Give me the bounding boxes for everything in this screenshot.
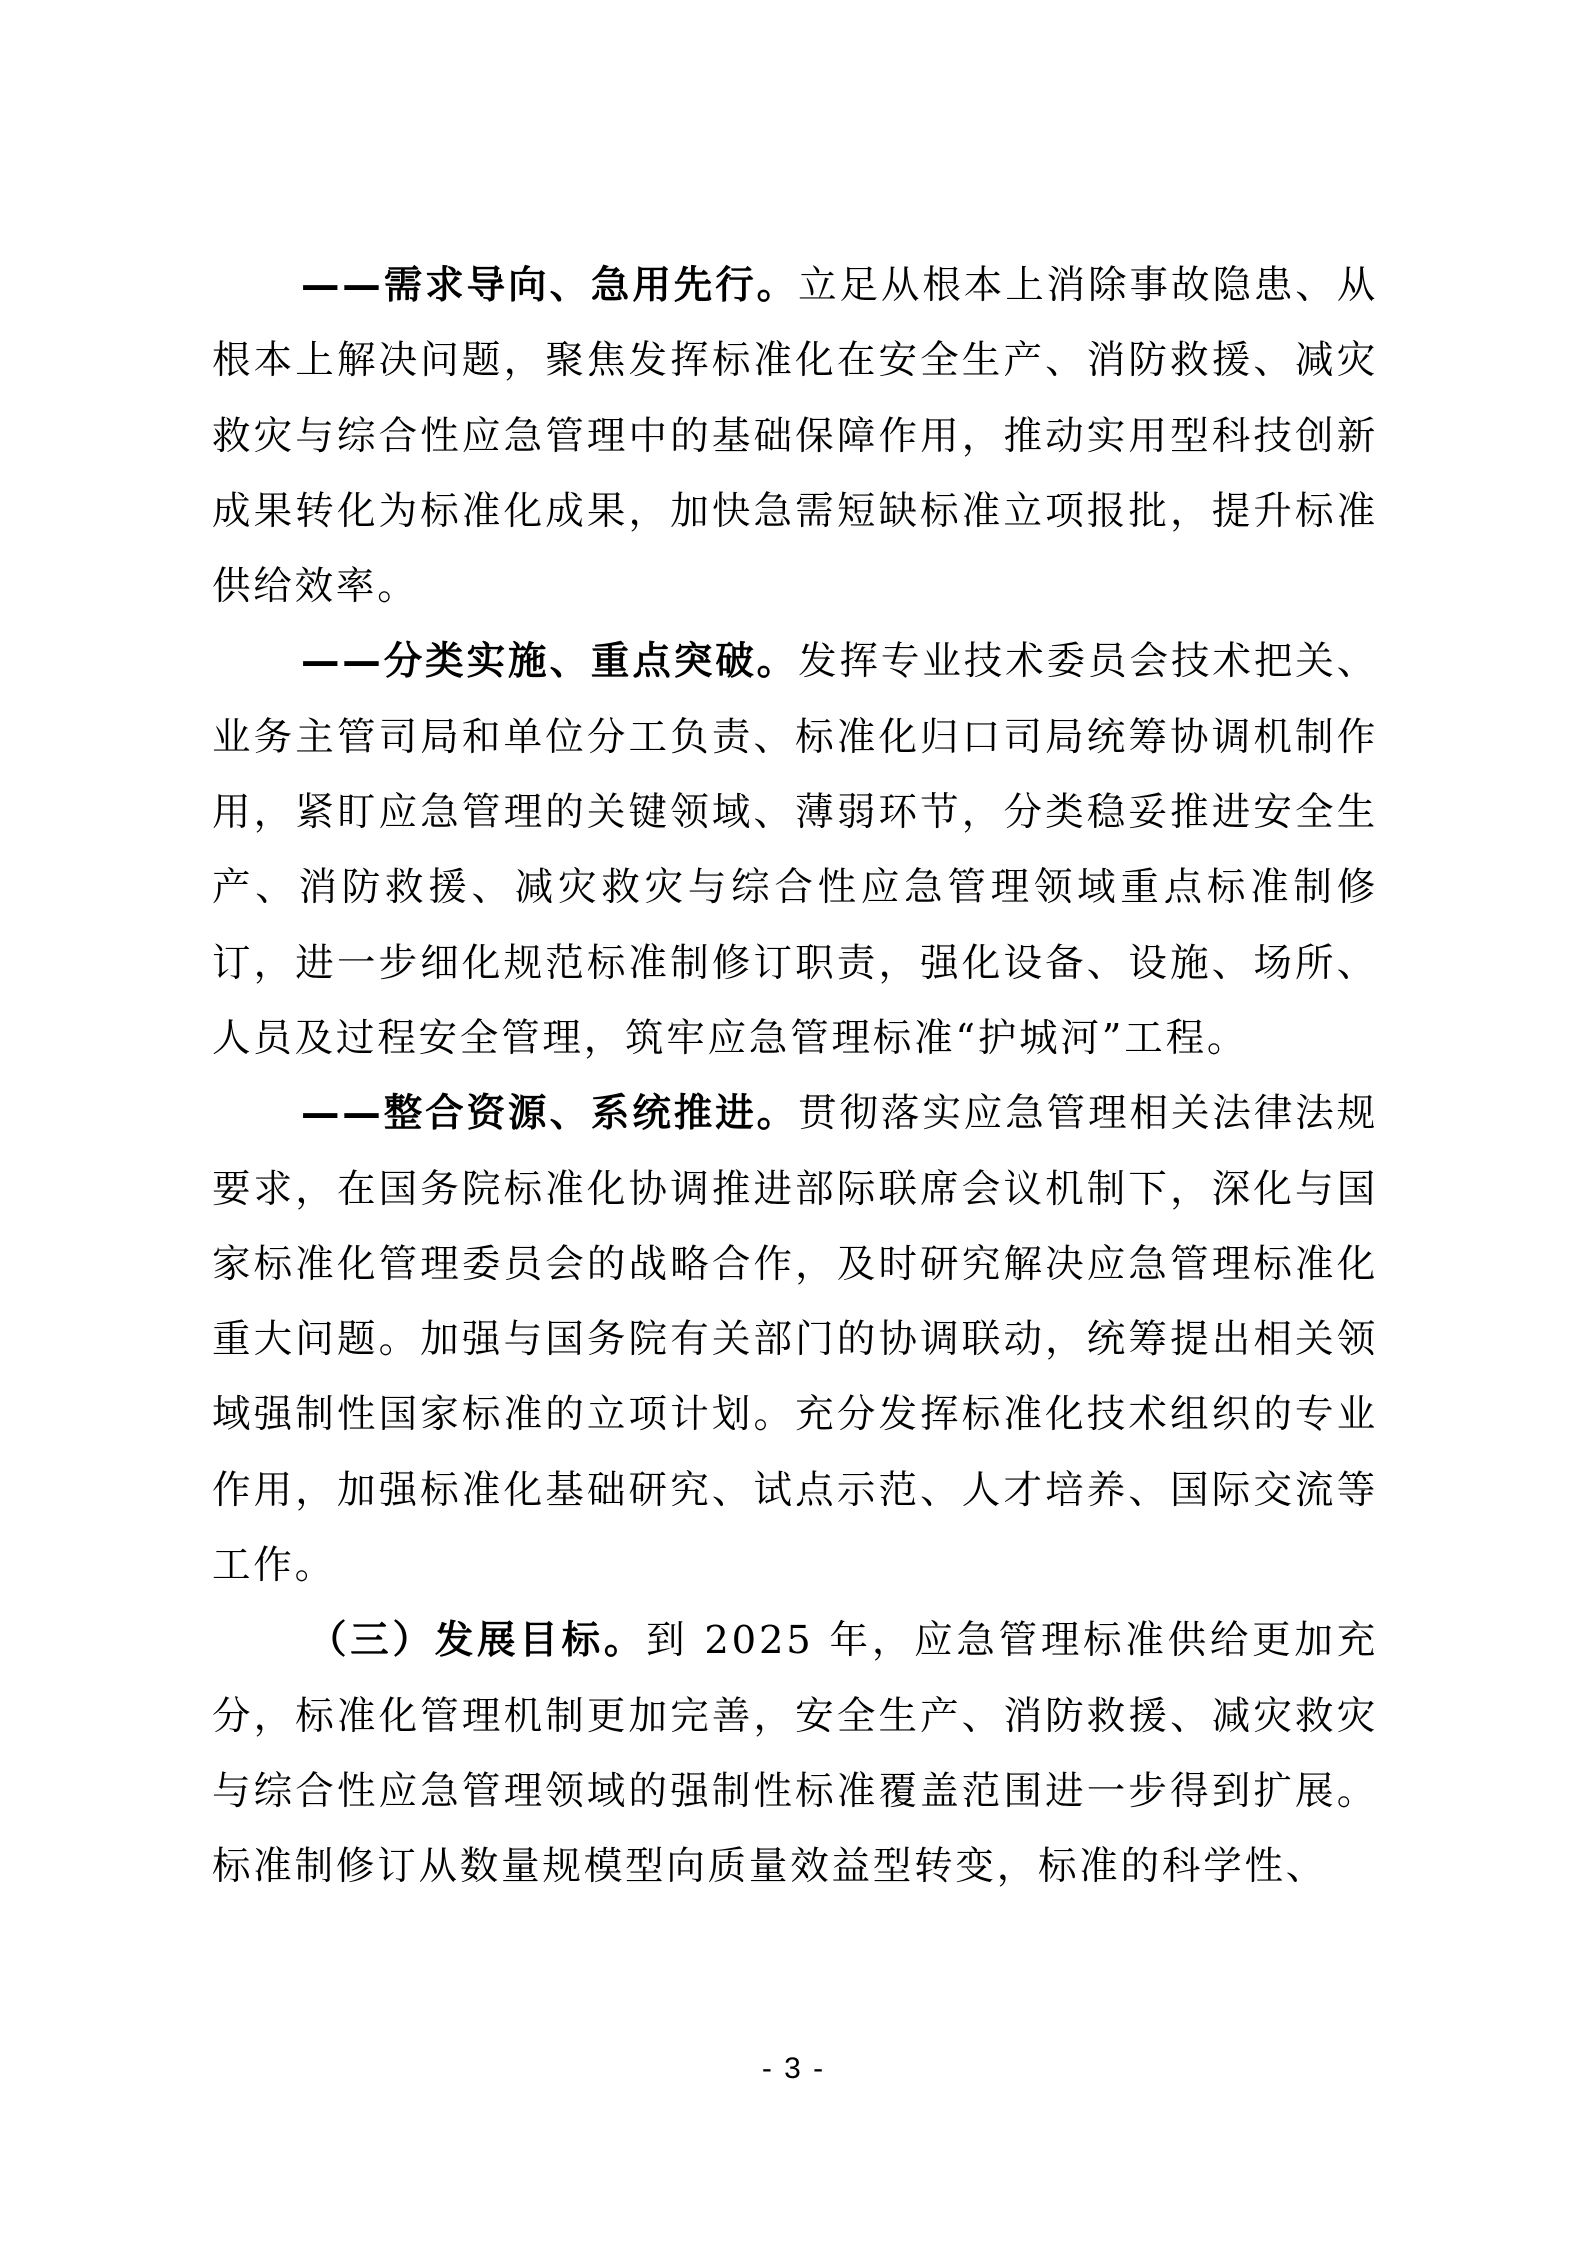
paragraph-heading: ——需求导向、急用先行。	[301, 263, 799, 308]
section-heading: （三）发展目标。	[308, 1618, 647, 1664]
page-number: - 3 -	[761, 2052, 826, 2085]
paragraph-heading: ——分类实施、重点突破。	[301, 639, 799, 685]
paragraph-heading: ——整合资源、系统推进。	[301, 1091, 799, 1137]
paragraph-text: 立足从根本上消除事故隐患、从根本上解决问题，聚焦发挥标准化在安全生产、消防救援、减灾救灾与综合性应急管理中的基础保障作用，推动实用型科技创新成果转化为标准化成果，加快急需短缺标准立项报批，提升标准供给效率。	[212, 263, 1378, 610]
principle-resource-integration	[212, 1076, 1378, 1603]
paragraph-text: 到 2025 年，应急管理标准供给更加充分，标准化管理机制更加完善，安全生产、消防救援、减灾救灾与综合性应急管理领域的强制性标准覆盖范围进一步得到扩展。标准制修订从数量规模型向质量效益型转变，标准的科学性、	[212, 1618, 1378, 1890]
development-goals	[212, 1603, 1378, 1904]
paragraph-text: 贯彻落实应急管理相关法律法规要求，在国务院标准化协调推进部际联席会议机制下，深化与国家标准化管理委员会的战略合作，及时研究解决应急管理标准化重大问题。加强与国务院有关部门的协调联动，统筹提出相关领域强制性国家标准的立项计划。充分发挥标准化技术组织的专业作用，加强标准化基础研究、试点示范、人才培养、国际交流等工作。	[212, 1091, 1378, 1589]
document-body	[212, 248, 1378, 1905]
paragraph-text: 发挥专业技术委员会技术把关、业务主管司局和单位分工负责、标准化归口司局统筹协调机制作用，紧盯应急管理的关键领域、薄弱环节，分类稳妥推进安全生产、消防救援、减灾救灾与综合性应急管理领域重点标准制修订，进一步细化规范标准制修订职责，强化设备、设施、场所、人员及过程安全管理，筑牢应急管理标准“护城河”工程。	[212, 639, 1378, 1061]
principle-demand-oriented	[212, 248, 1378, 624]
principle-classified-implementation	[212, 624, 1378, 1076]
